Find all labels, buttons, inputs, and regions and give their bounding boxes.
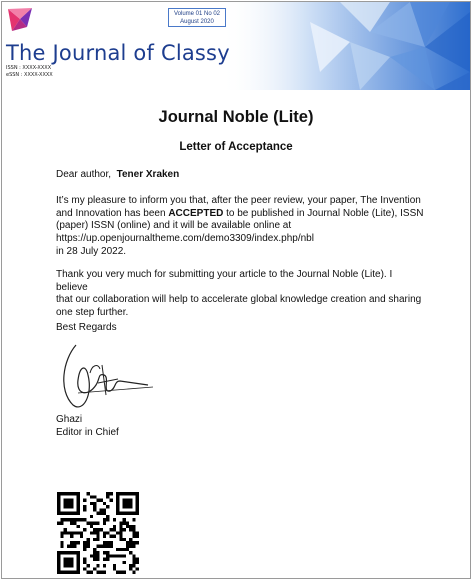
paragraph-line	[56, 208, 426, 221]
paragraph-line: Thank you very much for submitting your article to the Journal Noble (Lite). I believe	[56, 269, 393, 293]
salutation	[56, 169, 426, 182]
thanks-paragraph	[56, 269, 426, 320]
issue-date: August 2020	[180, 19, 214, 25]
text-fragment: and Innovation has been	[56, 207, 169, 219]
paragraph-line: that our collaboration will help to accelerate global knowledge creation and sharing	[56, 294, 422, 306]
paragraph-line: in 28 July 2022.	[56, 245, 127, 257]
text-fragment: to be published in Journal Noble (Lite), ISSN	[223, 207, 424, 219]
issn-block	[6, 65, 53, 79]
letter-subtitle: Letter of Acceptance	[179, 141, 293, 153]
journal-logo-icon	[7, 7, 33, 33]
signer-title: Editor in Chief	[56, 426, 119, 438]
acceptance-paragraph	[56, 195, 426, 259]
issn-online: eSSN : XXXX-XXXX	[6, 72, 53, 78]
handwritten-signature	[58, 335, 158, 415]
paragraph-line: It’s my pleasure to inform you that, after the peer review, your paper, The Invention	[56, 195, 421, 206]
volume-text: Volume 01 No 02	[173, 11, 221, 17]
signer-name: Ghazi	[56, 414, 83, 425]
paragraph-line: (paper) ISSN (online) and it will be available online at	[56, 220, 292, 232]
closing: Best Regards	[56, 322, 117, 333]
journal-url: https://up.openjournaltheme.com/demo3309/index.php/nbl	[56, 233, 314, 245]
qr-code-icon	[57, 492, 139, 574]
journal-title: Journal Noble (Lite)	[158, 108, 314, 126]
salutation-prefix: Dear author,	[56, 169, 112, 180]
paragraph-line: one step further.	[56, 307, 129, 319]
issn-print: ISSN : XXXX-XXXX	[6, 65, 52, 71]
journal-brand-name: The Journal of Classy	[6, 41, 230, 65]
header-decoration	[220, 2, 470, 90]
accepted-status: ACCEPTED	[168, 207, 224, 219]
signer-block	[56, 414, 426, 439]
letter-page	[1, 1, 471, 579]
author-name: Tener Xraken	[116, 169, 180, 180]
volume-badge	[168, 8, 226, 27]
